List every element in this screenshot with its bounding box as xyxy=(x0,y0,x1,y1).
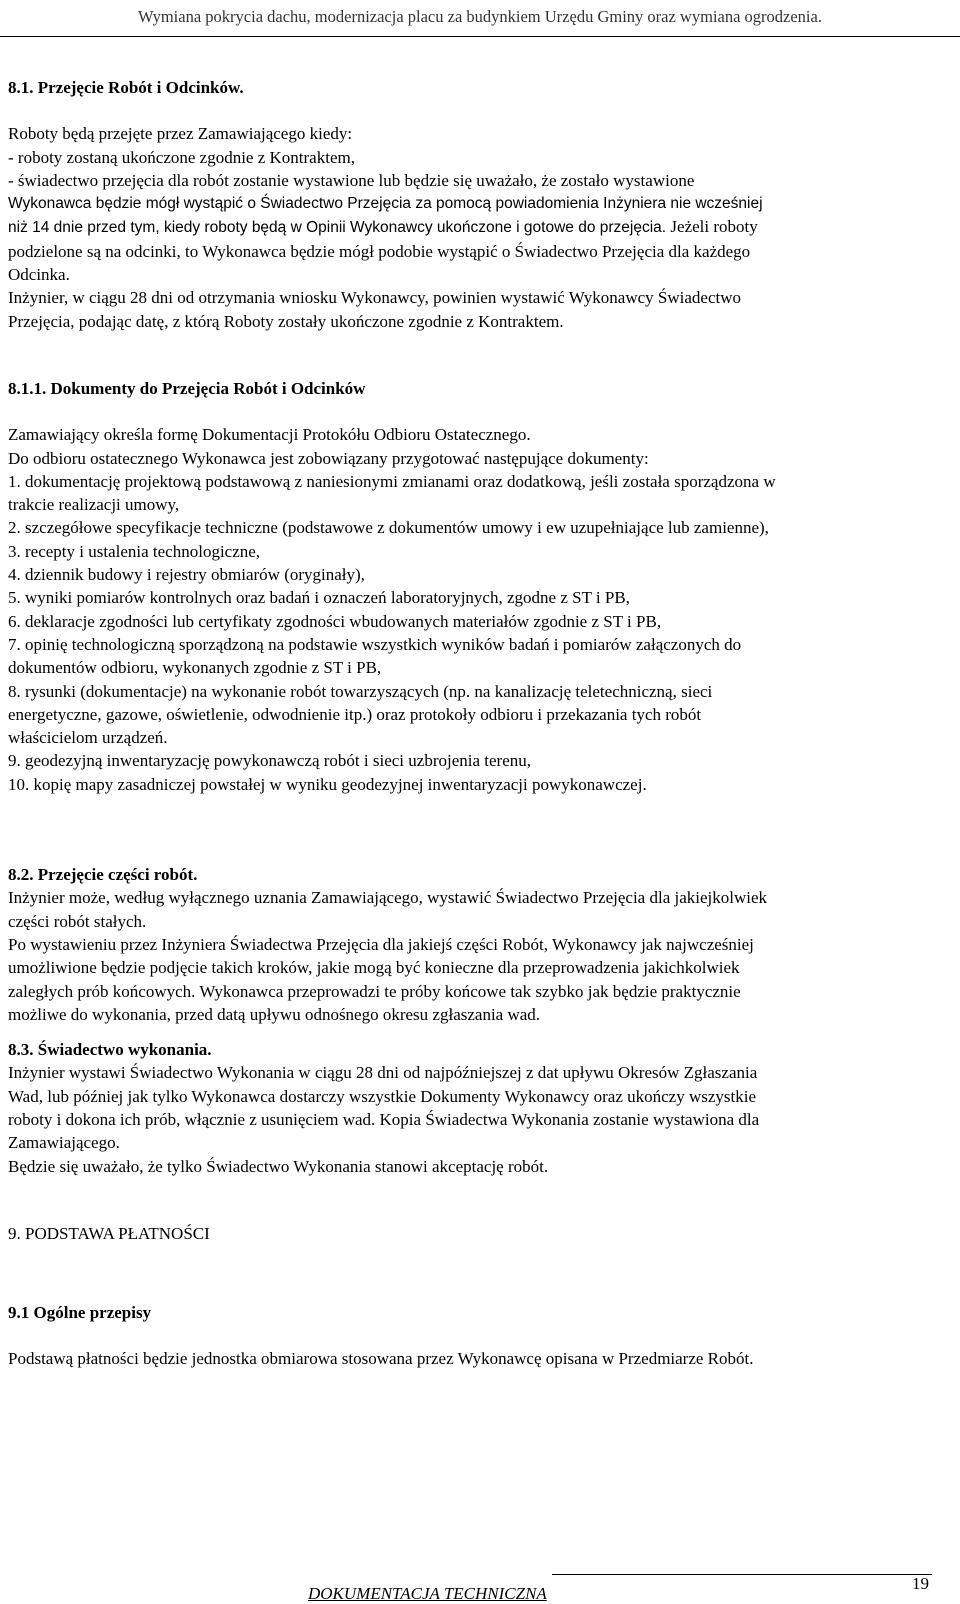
text-line: Wykonawca będzie mógł wystąpić o Świadectwo Przejęcia za pomocą powiadomienia Inżyniera nie wcześniej xyxy=(8,195,763,213)
list-line: energetyczne, gazowe, oświetlenie, odwodnienie itp.) oraz protokoły odbioru i przekazania tych robót xyxy=(8,704,702,724)
list-line: 2. szczegółowe specyfikacje techniczne (podstawowe z dokumentów umowy i ew uzupełniające lub zamienne), xyxy=(8,518,769,538)
text-line: Wad, lub później jak tylko Wykonawca dostarczy wszystkie Dokumenty Wykonawcy oraz ukończy wszystkie xyxy=(8,1086,757,1106)
section-9-1-heading: 9.1 Ogólne przepisy xyxy=(8,1303,152,1323)
section-9-heading: 9. PODSTAWA PŁATNOŚCI xyxy=(8,1223,210,1243)
page-number: 19 xyxy=(912,1574,929,1593)
list-line: właścicielom urządzeń. xyxy=(8,728,168,748)
list-line: 8. rysunki (dokumentacje) na wykonanie robót towarzyszących (np. na kanalizację teletechniczną, sieci xyxy=(8,681,713,701)
list-line: 10. kopię mapy zasadniczej powstałej w wyniku geodezyjnej inwentaryzacji powykonawczej. xyxy=(8,774,647,794)
text-line: Będzie się uważało, że tylko Świadectwo Wykonania stanowi akceptację robót. xyxy=(8,1156,549,1176)
text-line: Inżynier może, według wyłącznego uznania Zamawiającego, wystawić Świadectwo Przejęcia dla jakiejkolwiek xyxy=(8,888,768,908)
list-line: Zamawiający określa formę Dokumentacji Protokółu Odbioru Ostatecznego. xyxy=(8,425,531,445)
text-fragment: Jeżeli roboty xyxy=(670,217,758,237)
text-line: zaległych prób końcowych. Wykonawca przeprowadzi te próby końcowe tak szybko jak będzie praktycznie xyxy=(8,981,741,1001)
text-line: - roboty zostaną ukończone zgodnie z Kontraktem, xyxy=(8,147,355,167)
section-8-1-1-heading: 8.1.1. Dokumenty do Przejęcia Robót i Odcinków xyxy=(8,378,366,398)
text-line: - świadectwo przejęcia dla robót zostanie wystawione lub będzie się uważało, że zostało wystawione xyxy=(8,170,695,190)
text-line: Przejęcia, podając datę, z którą Roboty zostały ukończone zgodnie z Kontraktem. xyxy=(8,311,564,331)
list-line: trakcie realizacji umowy, xyxy=(8,495,180,515)
text-line: Inżynier, w ciągu 28 dni od otrzymania wniosku Wykonawcy, powinien wystawić Wykonawcy Świadectwo xyxy=(8,288,741,308)
list-line: 7. opinię technologiczną sporządzoną na podstawie wszystkich wyników badań i pomiarów załączonych do xyxy=(8,634,742,654)
list-line: 3. recepty i ustalenia technologiczne, xyxy=(8,541,261,561)
text-fragment: niż 14 dnie przed tym, kiedy roboty będą w Opinii Wykonawcy ukończone i gotowe do przejęcia. xyxy=(8,219,667,237)
text-line: możliwe do wykonania, przed datą upływu odnośnego okresu zgłaszania wad. xyxy=(8,1004,541,1024)
text-line: Roboty będą przejęte przez Zamawiającego kiedy: xyxy=(8,124,353,144)
text-line: Podstawą płatności będzie jednostka obmiarowa stosowana przez Wykonawcę opisana w Przedmiarze Robót. xyxy=(8,1349,754,1369)
text-line: części robót stałych. xyxy=(8,911,147,931)
list-line: 9. geodezyjną inwentaryzację powykonawczą robót i sieci uzbrojenia terenu, xyxy=(8,751,531,771)
text-line: roboty i dokona ich prób, włącznie z usunięciem wad. Kopia Świadectwa Wykonania zostanie wystawiona dla xyxy=(8,1109,760,1129)
text-line: Zamawiającego. xyxy=(8,1133,120,1153)
list-line: 6. deklaracje zgodności lub certyfikaty zgodności wbudowanych materiałów zgodnie z ST i PB, xyxy=(8,611,662,631)
header-title: Wymiana pokrycia dachu, modernizacja placu za budynkiem Urzędu Gminy oraz wymiana ogrodzenia. xyxy=(138,7,822,26)
text-line: podzielone są na odcinki, to Wykonawca będzie mógł podobie wystąpić o Świadectwo Przejęcia dla każdego xyxy=(8,241,751,261)
document-body xyxy=(8,76,928,1371)
section-8-2-heading: 8.2. Przejęcie części robót. xyxy=(8,865,198,885)
text-line: Po wystawieniu przez Inżyniera Świadectwa Przejęcia dla jakiejś części Robót, Wykonawcy jak najwcześniej xyxy=(8,934,754,954)
footer-label: DOKUMENTACJA TECHNICZNA xyxy=(308,1584,547,1603)
text-line: Inżynier wystawi Świadectwo Wykonania w ciągu 28 dni od najpóźniejszej z dat upływu Okresów Zgłaszania xyxy=(8,1063,758,1083)
section-8-3-heading: 8.3. Świadectwo wykonania. xyxy=(8,1040,212,1060)
text-line: Odcinka. xyxy=(8,265,70,285)
list-line: 1. dokumentację projektową podstawową z naniesionymi zmianami oraz dodatkową, jeśli została sporządzona w xyxy=(8,471,776,491)
list-line: 5. wyniki pomiarów kontrolnych oraz badań i oznaczeń laboratoryjnych, zgodne z ST i PB, xyxy=(8,588,630,608)
list-line: 4. dziennik budowy i rejestry obmiarów (oryginały), xyxy=(8,565,365,585)
section-8-1-heading: 8.1. Przejęcie Robót i Odcinków. xyxy=(8,78,244,97)
footer-rule xyxy=(552,1574,932,1575)
list-line: dokumentów odbioru, wykonanych zgodnie z ST i PB, xyxy=(8,658,382,678)
running-header xyxy=(0,4,960,37)
list-line: Do odbioru ostatecznego Wykonawca jest zobowiązany przygotować następujące dokumenty: xyxy=(8,448,649,468)
text-line xyxy=(8,215,928,239)
text-line: umożliwione będzie podjęcie takich kroków, jakie mogą być konieczne dla przeprowadzenia jakichkolwiek xyxy=(8,958,740,978)
